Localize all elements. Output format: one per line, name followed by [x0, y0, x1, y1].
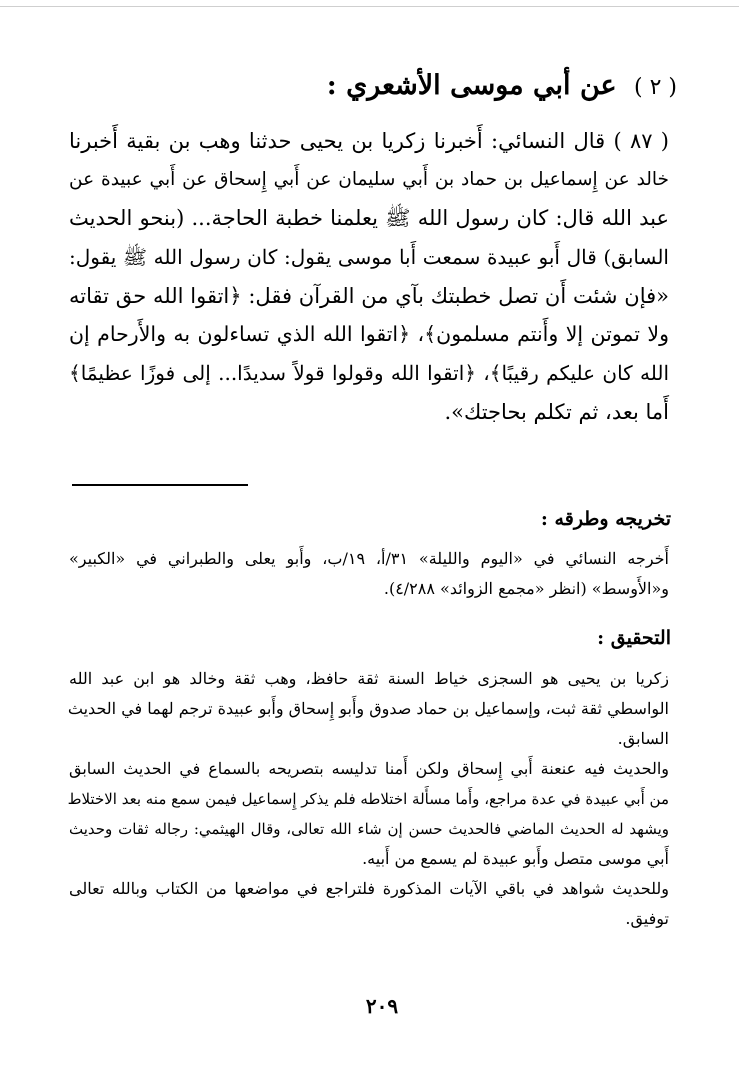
tahqiq-title: التحقيق :: [597, 627, 671, 649]
hadith-line: خالد عن إِسماعيل بن حماد بن أَبي سليمان عن أَبي إِسحاق عن أَبي عبيدة عن: [69, 168, 669, 190]
hadith-line: الله كان عليكم رقيبًا﴾، ﴿اتقوا الله وقولوا قولاً سديدًا... إلى فوزًا عظيمًا﴾: [69, 361, 669, 386]
tahqiq-line: الواسطي ثقة ثبت، وإسماعيل بن حماد صدوق وأَبو إِسحاق وأَبو عبيدة ترجم لهما في الحديث: [67, 699, 669, 718]
takhrij-text: [69, 544, 669, 604]
hadith-line: ولا تموتن إلا وأَنتم مسلمون﴾، ﴿اتقوا الله الذي تساءلون به والأَرحام إن: [69, 322, 669, 347]
top-edge-line: [0, 6, 739, 7]
page-number: ٢٠٩: [365, 994, 399, 1018]
section-heading: [57, 64, 677, 110]
hadith-line: ( ٨٧ ) قال النسائي: أَخبرنا زكريا بن يحيى حدثنا وهب بن بقية أَخبرنا: [69, 129, 669, 153]
footnote-divider: [72, 484, 248, 486]
tahqiq-line: السابق.: [617, 729, 669, 748]
tahqiq-line: ويشهد له الحديث الماضي فالحديث حسن إن شاء الله تعالى، وقال الهيثمي: رجاله ثقات وحديث: [69, 820, 669, 838]
tahqiq-line: من أَبي عبيدة في عدة مراجع، وأَما مسأَلة اختلاطه فلم يذكر إِسماعيل فيمن سمع منه بعد الاختلاط: [67, 790, 669, 808]
tahqiq-line: توفيق.: [625, 909, 669, 928]
tahqiq-line: وللحديث شواهد في باقي الآيات المذكورة فلتراجع في مواضعها من الكتاب وبالله تعالى: [69, 879, 669, 898]
takhrij-title: تخريجه وطرقه :: [540, 508, 671, 530]
takhrij-line: أَخرجه النسائي في «اليوم والليلة» ٣١/أ، ١٩/ب، وأَبو يعلى والطبراني في «الكبير»: [69, 549, 669, 568]
tahqiq-line: زكريا بن يحيى هو السجزى خياط السنة ثقة حافظ، وهب ثقة وخالد هو ابن عبد الله: [69, 669, 669, 688]
hadith-line: «فإن شئت أَن تصل خطبتك بآي من القرآن فقل: ﴿اتقوا الله حق تقاته: [69, 283, 669, 308]
takhrij-line: و«الأَوسط» (انظر «مجمع الزوائد» ٤/٢٨٨).: [383, 579, 669, 598]
hadith-line: عبد الله قال: كان رسول الله ﷺ يعلمنا خطبة الحاجة... (بنحو الحديث: [69, 206, 669, 231]
tahqiq-line: والحديث فيه عنعنة أَبي إِسحاق ولكن أَمنا تدليسه بتصريحه بالسماع في الحديث السابق: [69, 759, 669, 778]
hadith-line: أَما بعد، ثم تكلم بحاجتك».: [444, 399, 669, 424]
section-number: ( ٢ ): [634, 75, 677, 100]
section-title: عن أبي موسى الأشعري :: [326, 70, 617, 101]
hadith-line: السابق) قال أَبو عبيدة سمعت أَبا موسى يقول: كان رسول الله ﷺ يقول:: [69, 245, 669, 270]
tahqiq-text: [69, 664, 669, 934]
tahqiq-line: أَبي موسى متصل وأَبو عبيدة لم يسمع من أَبيه.: [362, 849, 669, 868]
hadith-text: [69, 122, 669, 432]
